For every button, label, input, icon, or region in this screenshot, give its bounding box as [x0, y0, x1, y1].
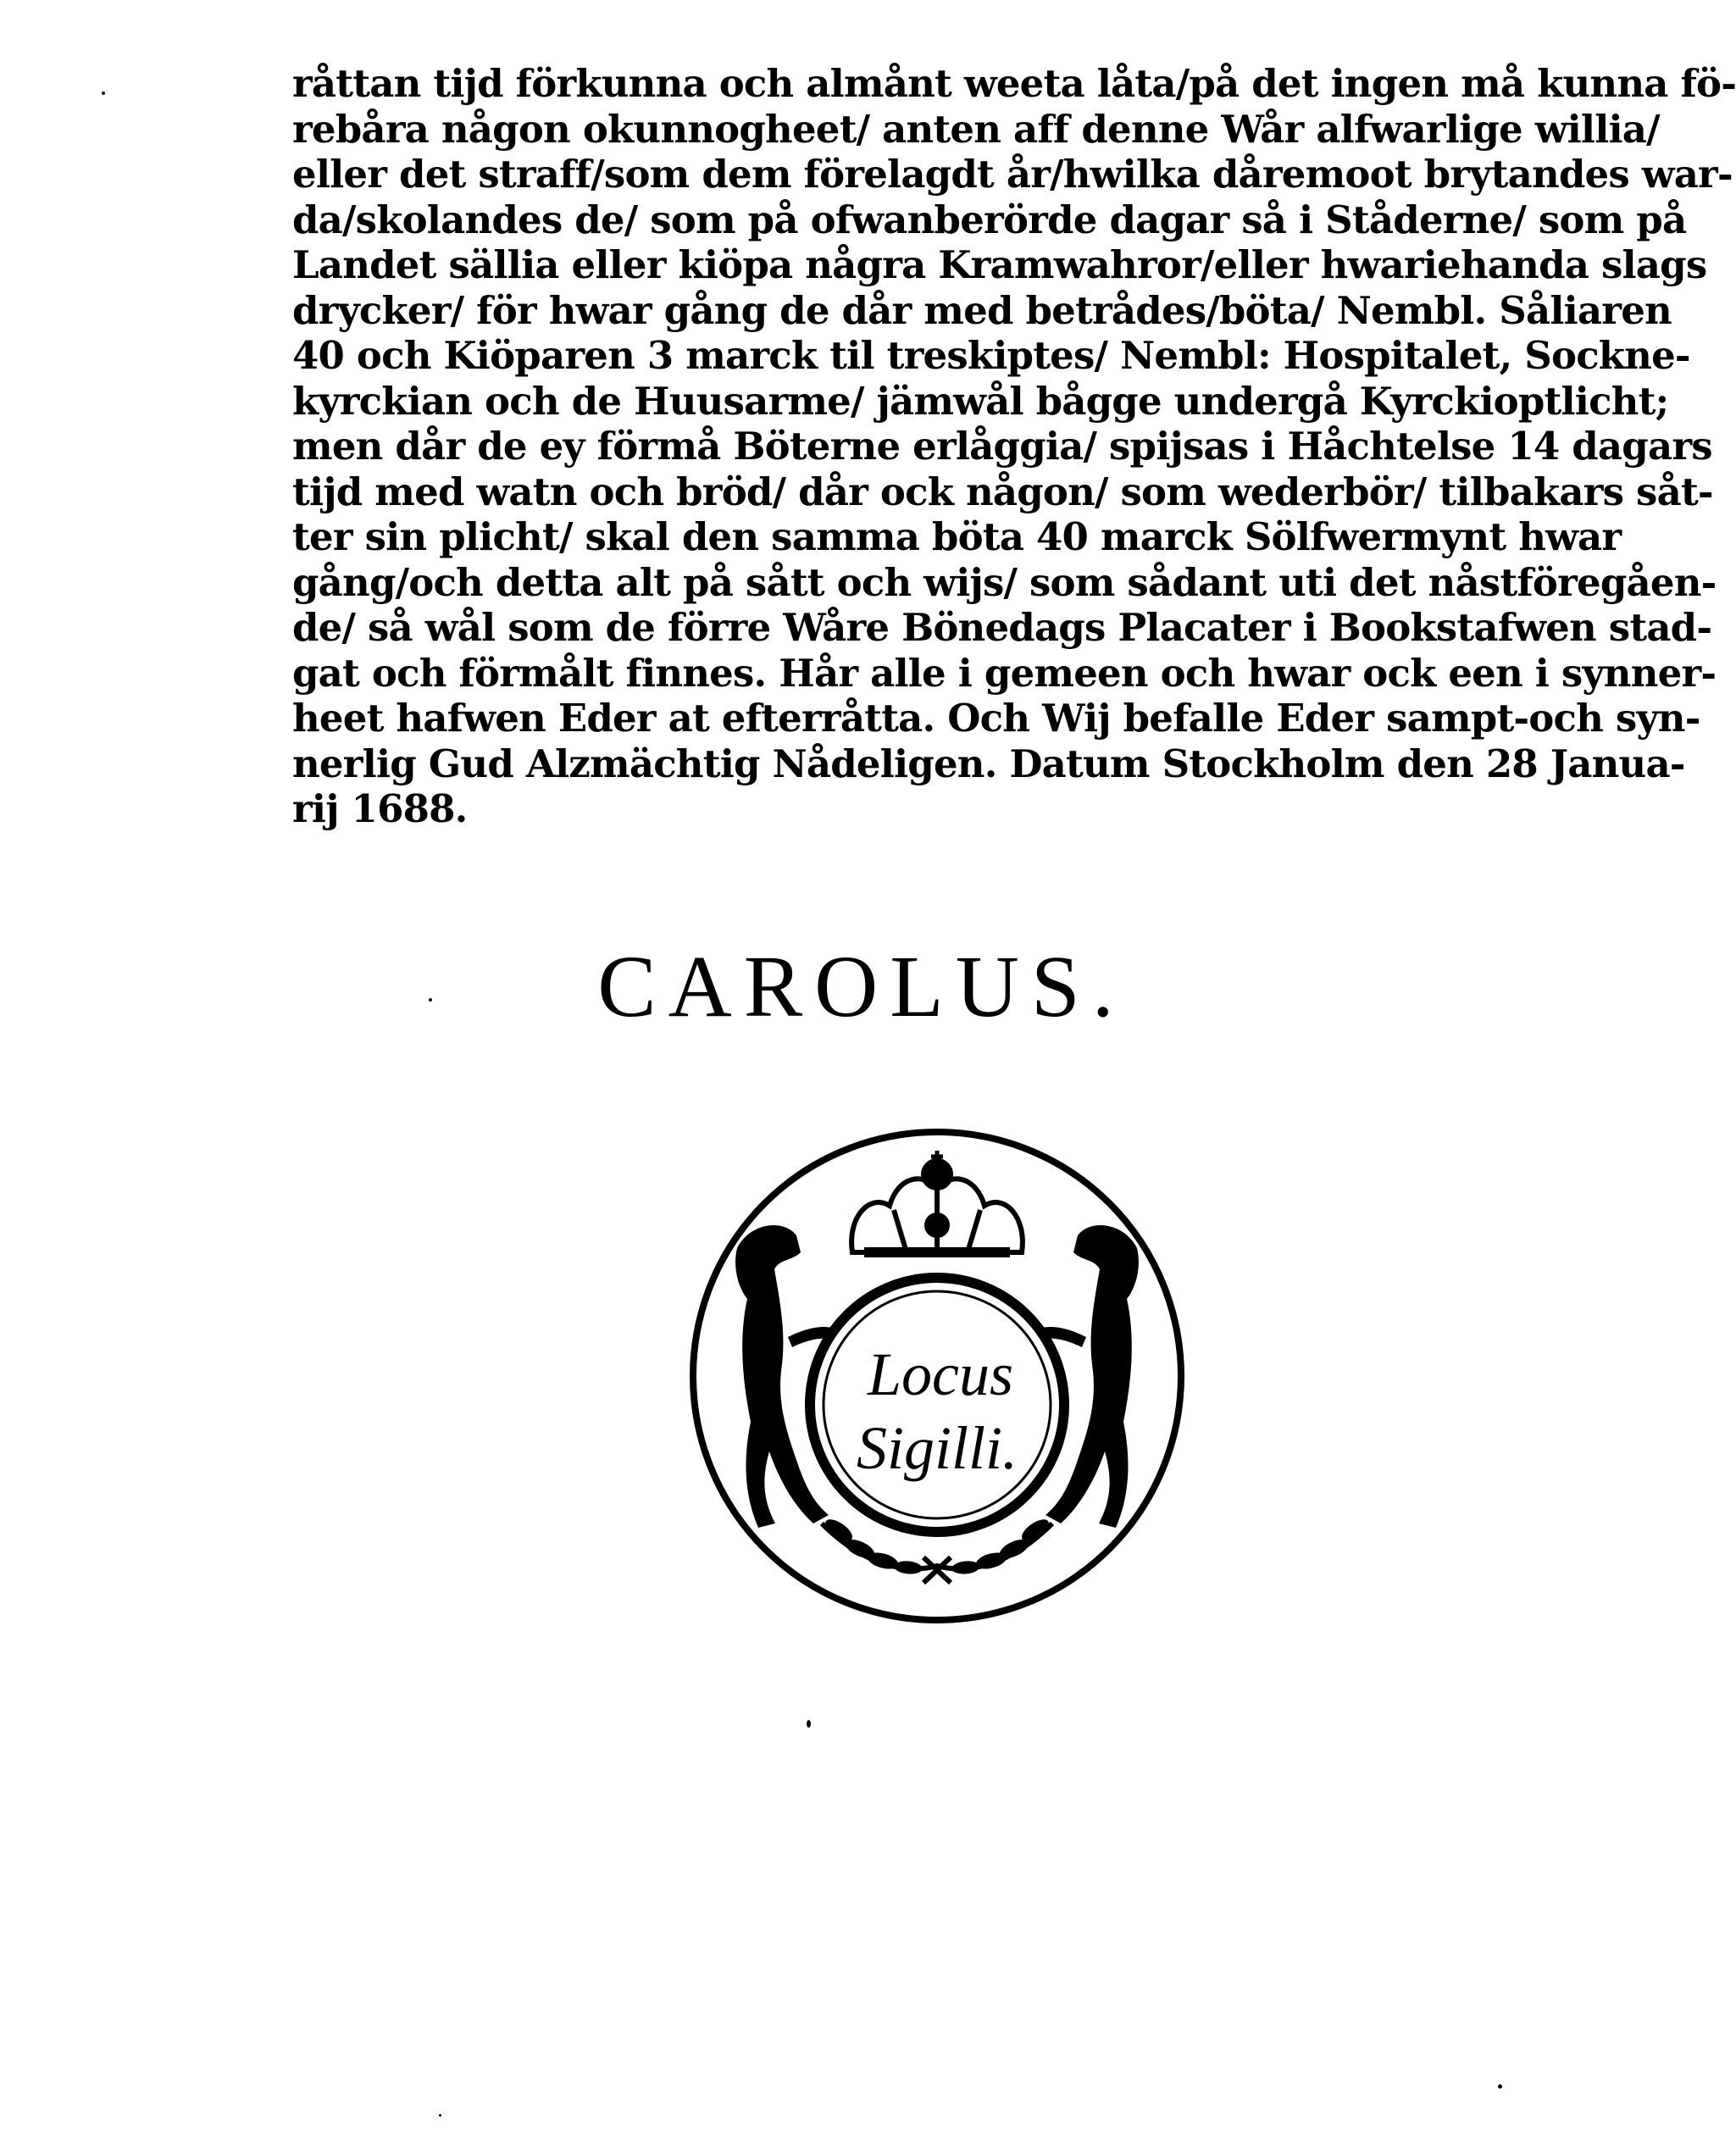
royal-signature: CAROLUS. [597, 938, 1126, 1035]
crown-icon [851, 1151, 1023, 1252]
text-line: rij 1688. [292, 786, 468, 831]
proclamation-text [292, 61, 1736, 832]
royal-seal-icon [686, 1125, 1188, 1627]
scan-speck [439, 2114, 441, 2117]
text-line: rebåra någon okunnogheet/ anten aff denne Wår alfwarlige willia/ [292, 106, 1660, 152]
text-line: da/skolandes de/ som på ofwanberörde dagar så i Ståderne/ som på [292, 197, 1687, 242]
text-line: ter sin plicht/ skal den samma böta 40 marck Sölfwermynt hwar [292, 514, 1622, 559]
text-line: eller det straff/som dem förelagdt år/hwilka dåremoot brytandes war- [292, 152, 1733, 197]
scan-speck [429, 998, 432, 1002]
text-line: drycker/ för hwar gång de dår med betrådes/böta/ Nembl. Såliaren [292, 287, 1672, 333]
text-line: men dår de ey förmå Böterne erlåggia/ spijsas i Håchtelse 14 dagars [292, 424, 1712, 469]
text-line: Landet sällia eller kiöpa några Kramwahror/eller hwariehanda slags [292, 242, 1707, 287]
text-line: tijd med watn och bröd/ dår ock någon/ som wederbör/ tilbakars såt- [292, 469, 1713, 514]
text-line: 40 och Kiöparen 3 marck til treskiptes/ Nembl: Hospitalet, Sockne- [292, 333, 1690, 378]
text-line: de/ så wål som de förre Wåre Bönedags Placater i Bookstafwen stad- [292, 605, 1712, 650]
scan-speck [807, 1720, 811, 1728]
seal-inscription-locus: Locus [867, 1340, 1014, 1408]
text-line: gång/och detta alt på sått och wijs/ som sådant uti det nåstföregåen- [292, 559, 1717, 605]
text-line: gat och förmålt finnes. Hår alle i gemeen och hwar ock een i synner- [292, 650, 1717, 696]
text-line: kyrckian och de Huusarme/ jämwål bågge undergå Kyrckioptlicht; [292, 378, 1669, 424]
scan-speck [1498, 2084, 1502, 2089]
seal-inscription-sigilli: Sigilli. [856, 1414, 1018, 1482]
scan-speck [102, 92, 105, 95]
text-line: nerlig Gud Alzmächtig Nådeligen. Datum Stockholm den 28 Janua- [292, 741, 1685, 786]
text-line: råttan tijd förkunna och almånt weeta låta/på det ingen må kunna fö- [292, 61, 1736, 106]
text-line: heet hafwen Eder at efterråtta. Och Wij befalle Eder sampt-och syn- [292, 696, 1700, 741]
